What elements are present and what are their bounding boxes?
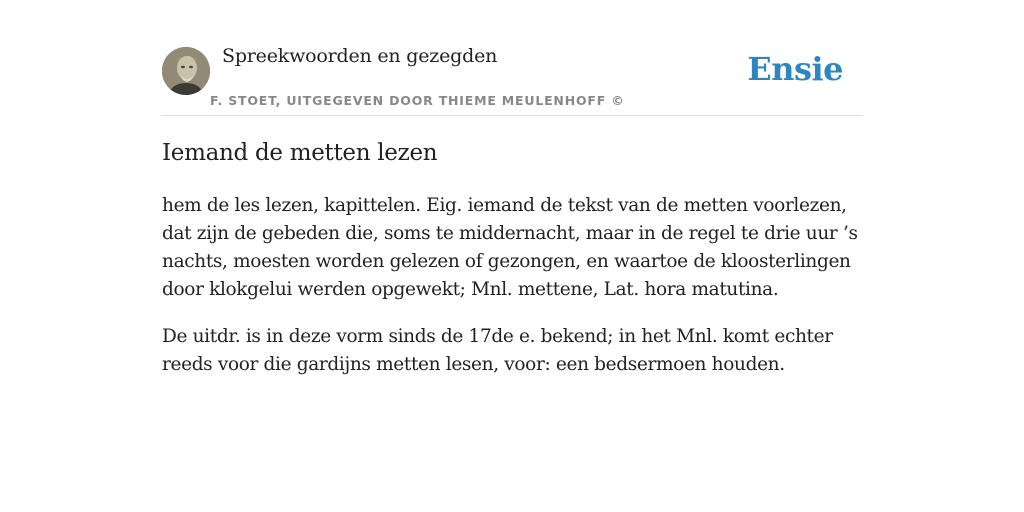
source-credit: F. STOET, UITGEGEVEN DOOR THIEME MEULENHOFF © [210,93,625,108]
source-title[interactable]: Spreekwoorden en gezegden [222,45,498,67]
source-header [162,40,862,116]
ensie-logo[interactable]: Ensie [747,50,843,88]
portrait-icon [162,47,210,95]
entry-paragraph: De uitdr. is in deze vorm sinds de 17de e. bekend; in het Mnl. komt echter reeds voor die gardijns metten lesen, voor: een bedsermoen houden. [162,326,833,375]
author-avatar[interactable] [162,47,210,95]
entry-paragraph: hem de les lezen, kapittelen. Eig. iemand de tekst van de metten voorlezen, dat zijn de gebeden die, soms te middernacht, maar in de regel te drie uur ’s nachts, moesten worden gelezen of gezongen, en waartoe de kloosterlingen door klokgelui werden opgewekt; Mnl. mettene, Lat. hora matutina. [162,195,858,300]
entry-content [162,192,862,398]
entry-title: Iemand de metten lezen [162,140,438,166]
